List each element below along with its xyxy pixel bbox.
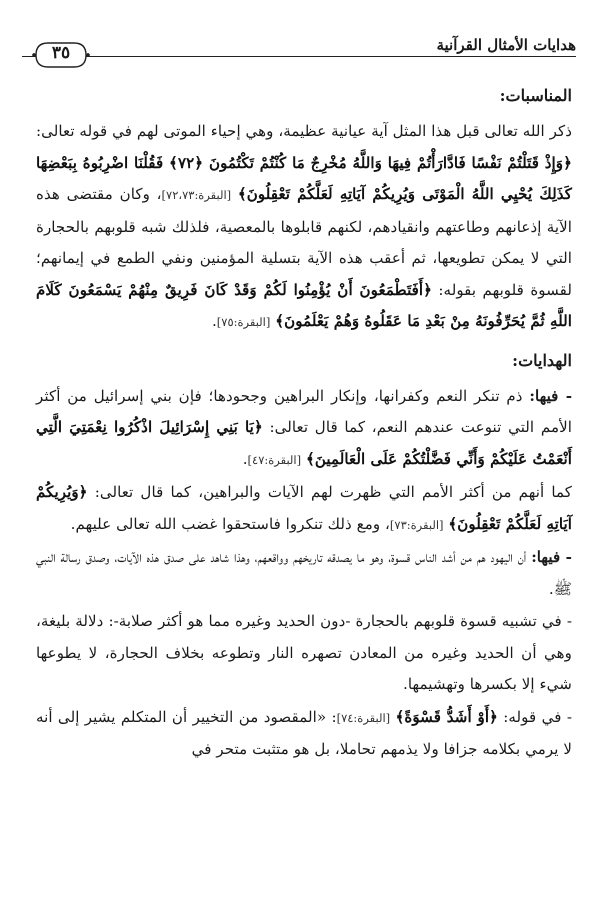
text: كما أنهم من أكثر الأمم التي ظهرت لهم الآيات والبراهين، كما قال تعالى:: [87, 483, 572, 501]
header-rule: [22, 56, 576, 57]
paragraph-hidayat-5: [36, 702, 572, 766]
verse-reference: [البقرة:٧٢،٧٣]: [161, 188, 232, 202]
page-number: ٣٥: [51, 43, 71, 63]
quran-verse: ﴿أَوْ أَشَدُّ قَسْوَةً﴾: [395, 707, 498, 726]
quran-verse: ﴿وَيُرِيكُمْ آيَاتِهِ لَعَلَّكُمْ تَعْقِلُونَ﴾: [36, 483, 572, 533]
paragraph-munasabat: [36, 116, 572, 339]
page-header: [22, 34, 576, 74]
page-number-ornament: [30, 40, 92, 70]
verse-reference: [البقرة:٧٣]: [389, 517, 444, 532]
running-title: هدايات الأمثال القرآنية: [426, 36, 576, 54]
text: - في قوله:: [497, 707, 572, 726]
text: ذكر الله تعالى قبل هذا المثل آية عيانية عظيمة، وهي إحياء الموتى لهم في قوله تعالى:: [36, 122, 572, 140]
page-body: [36, 82, 572, 766]
text: ذم تنكر النعم وكفرانها، وإنكار البراهين وجحودها؛ فإن بني إسرائيل من أكثر الأمم التي تنوعت عندهم النعم، كما قال تعالى:: [36, 386, 572, 436]
verse-reference: [البقرة:٧٥]: [216, 315, 271, 329]
verse-reference: [البقرة:٤٧]: [247, 452, 302, 467]
section-heading-munasabat: المناسبات:: [499, 86, 572, 105]
paragraph-hidayat-4: [36, 606, 572, 701]
text: .: [211, 312, 217, 330]
text: : «المقصود من التخيير أن المتكلم يشير إلى أنه لا يرمي بكلامه جزافا ولا يذمهم تحاملا، بل هو متثبت متحر في: [36, 707, 572, 758]
verse-reference: [البقرة:٧٤]: [336, 710, 391, 725]
lead-label: - فيها:: [529, 386, 572, 405]
paragraph-hidayat-1: [36, 381, 572, 477]
paragraph-hidayat-3: [36, 542, 572, 605]
text: - في تشبيه قسوة قلوبهم بالحجارة -دون الحديد وغيره مما هو أكثر صلابة-: دلالة بليغة، وهي أن الحديد وغيره من المعادن تصهره النار وتطوعه بخلاف الحجارة، لا يطوعها شيء إلا بكسرها وتهشيمها.: [36, 612, 572, 693]
text: أن اليهود هم من أشد الناس قسوة، وهو ما يصدقه تاريخهم وواقعهم، وهذا شاهد على صدق هذه الآيات، وصدق رسالة النبي ﷺ.: [36, 548, 572, 598]
quran-verse: ﴿وَإِذْ قَتَلْتُمْ نَفْسًا فَادَّارَأْتُمْ فِيهَا وَاللَّهُ مُخْرِجٌ مَا كُنْتُمْ تَكْتُمُونَ ﴿٧٢﴾ فَقُلْنَا اضْرِبُوهُ بِبَعْضِهَا كَذَلِكَ يُحْيِي اللَّهُ الْمَوْتَى وَيُرِيكُمْ آيَاتِهِ لَعَلَّكُمْ تَعْقِلُونَ﴾: [36, 153, 572, 203]
section-heading-hidayat: الهدايات:: [512, 350, 572, 370]
quran-verse: ﴿أَفَتَطْمَعُونَ أَنْ يُؤْمِنُوا لَكُمْ وَقَدْ كَانَ فَرِيقٌ مِنْهُمْ يَسْمَعُونَ كَلَامَ اللَّهِ ثُمَّ يُحَرِّفُونَهُ مِنْ بَعْدِ مَا عَقَلُوهُ وَهُمْ يَعْلَمُونَ﴾: [36, 280, 572, 330]
quran-verse: ﴿يَا بَنِي إِسْرَائِيلَ اذْكُرُوا نِعْمَتِيَ الَّتِي أَنْعَمْتُ عَلَيْكُمْ وَأَنِّي فَضَّلْتُكُمْ عَلَى الْعَالَمِينَ﴾: [36, 418, 572, 468]
lead-label: - فيها:: [531, 548, 572, 566]
text: .: [242, 449, 248, 468]
paragraph-hidayat-2: [36, 477, 572, 541]
text: ، وكان مقتضى هذه الآية إذعانهم وطاعتهم وانقيادهم، لكنهم قابلوها بالمعصية، فلذلك شبه قلوبهم بالحجارة التي لا يمكن تطويعها، ثم أعقب هذه الآية بتسلية المؤمنين ونفي الطمع في إيمانهم؛ لقسوة قلوبهم بقوله:: [36, 185, 572, 299]
text: ، ومع ذلك تنكروا فاستحقوا غضب الله تعالى عليهم.: [70, 514, 390, 533]
